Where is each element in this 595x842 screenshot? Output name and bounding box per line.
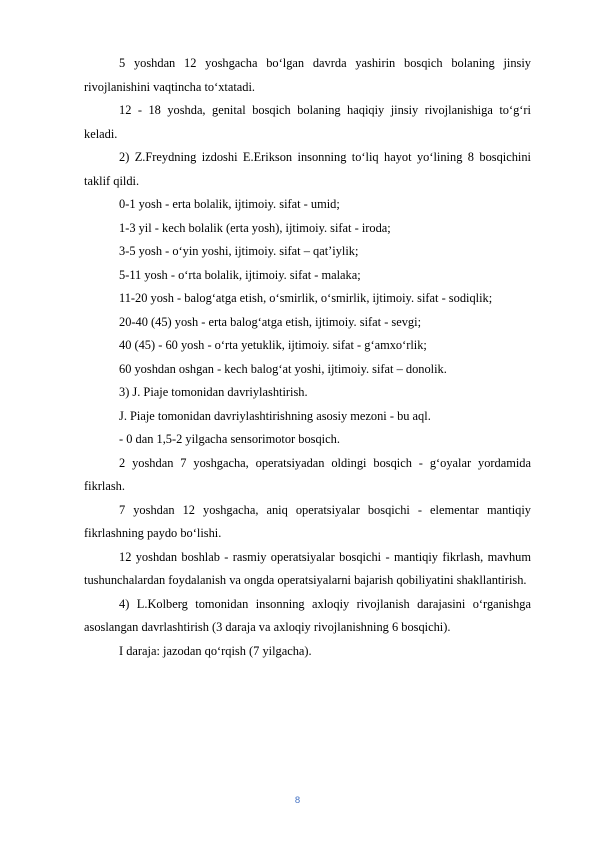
paragraph: 3-5 yosh - o‘yin yoshi, ijtimoiy. sifat – qat’iylik; — [119, 244, 359, 258]
paragraph: 2 yoshdan 7 yoshgacha, operatsiyadan oldingi bosqich - g‘oyalar yordamida fikrlash. — [84, 455, 531, 493]
page-number: 8 — [294, 795, 301, 806]
paragraph: 1-3 yil - kech bolalik (erta yosh), ijtimoiy. sifat - iroda; — [119, 220, 391, 235]
paragraph: J. Piaje tomonidan davriylashtirishning asosiy mezoni - bu aql. — [119, 408, 431, 423]
paragraph: 7 yoshdan 12 yoshgacha, aniq operatsiyalar bosqichi - elementar mantiqiy fikrlashning paydo bo‘lishi. — [84, 502, 531, 540]
paragraph: 5-11 yosh - o‘rta bolalik, ijtimoiy. sifat - malaka; — [119, 267, 361, 282]
paragraph: 2) Z.Freydning izdoshi E.Erikson insonning to‘liq hayot yo‘lining 8 bosqichini taklif qildi. — [84, 150, 531, 188]
paragraph: 40 (45) - 60 yosh - o‘rta yetuklik, ijtimoiy. sifat - g‘amxo‘rlik; — [119, 338, 427, 352]
paragraph: 4) L.Kolberg tomonidan insonning axloqiy rivojlanish darajasini o‘rganishga asoslangan davrlashtirish (3 daraja va axloqiy rivojlanishning 6 bosqichi). — [84, 596, 531, 634]
paragraph: 60 yoshdan oshgan - kech balog‘at yoshi, ijtimoiy. sifat – donolik. — [119, 361, 447, 376]
paragraph: 0-1 yosh - erta bolalik, ijtimoiy. sifat - umid; — [119, 197, 340, 211]
paragraph: 12 yoshdan boshlab - rasmiy operatsiyalar bosqichi - mantiqiy fikrlash, mavhum tushunchalardan foydalanish va ongda operatsiyalarni bajarish qobiliyatini shakllantirish. — [84, 549, 531, 587]
paragraph: I daraja: jazodan qo‘rqish (7 yilgacha). — [119, 643, 312, 658]
document-page — [84, 52, 531, 663]
paragraph: 3) J. Piaje tomonidan davriylashtirish. — [119, 385, 308, 399]
paragraph: - 0 dan 1,5-2 yilgacha sensorimotor bosqich. — [119, 432, 340, 446]
paragraph: 5 yoshdan 12 yoshgacha bo‘lgan davrda yashirin bosqich bolaning jinsiy rivojlanishini vaqtincha to‘xtatadi. — [84, 56, 531, 94]
paragraph: 20-40 (45) yosh - erta balog‘atga etish, ijtimoiy. sifat - sevgi; — [119, 314, 422, 329]
paragraph: 11-20 yosh - balog‘atga etish, o‘smirlik, o‘smirlik, ijtimoiy. sifat - sodiqlik; — [119, 291, 493, 305]
paragraph: 12 - 18 yoshda, genital bosqich bolaning haqiqiy jinsiy rivojlanishiga to‘g‘ri keladi. — [84, 103, 531, 141]
